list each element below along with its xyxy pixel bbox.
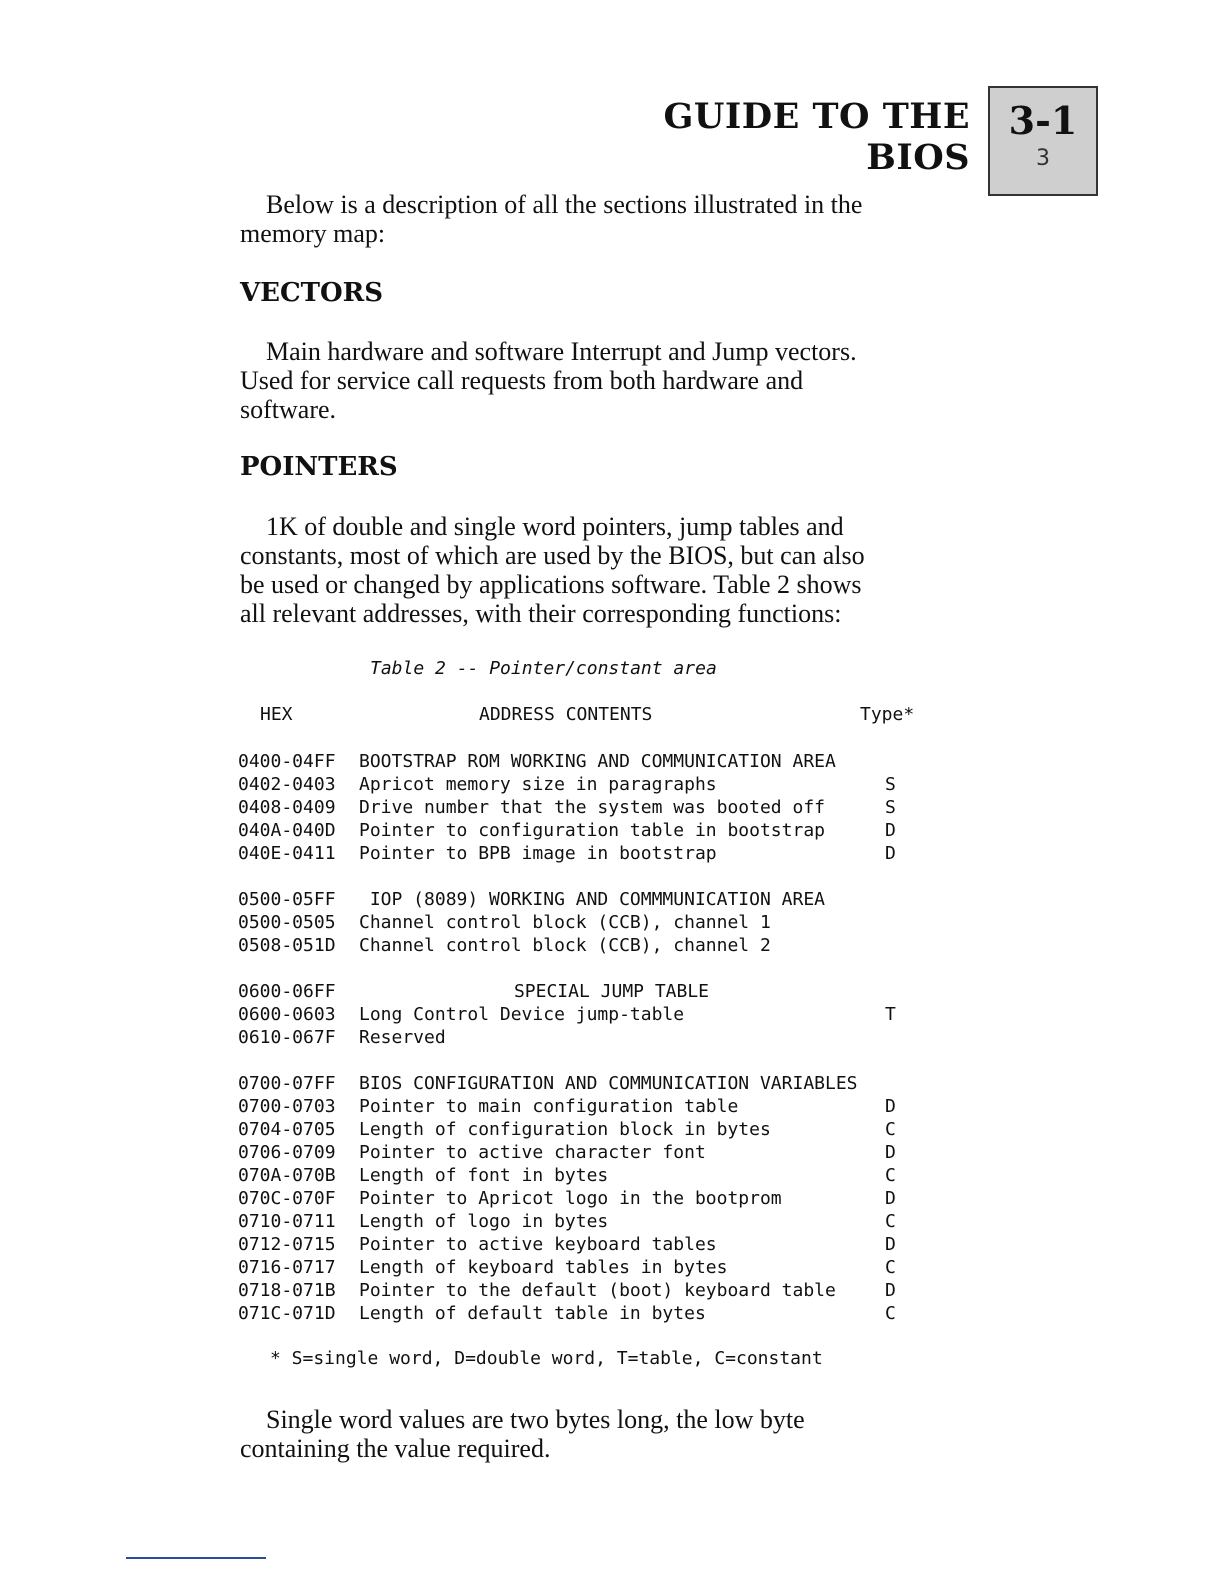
group-header-row — [238, 1072, 938, 1095]
group-title: SPECIAL JUMP TABLE — [513, 981, 710, 1002]
address-contents: Length of font in bytes — [359, 1165, 609, 1186]
table-row — [238, 1256, 938, 1279]
column-header-type: Type* — [860, 704, 915, 725]
closing-line: containing the value required. — [240, 1434, 551, 1463]
address-contents: Reserved — [359, 1027, 446, 1048]
table-row — [238, 819, 938, 842]
type-code: D — [885, 1188, 896, 1209]
address-contents: Pointer to Apricot logo in the bootprom — [359, 1188, 782, 1209]
column-header-hex: HEX — [260, 704, 293, 725]
hex-range: 040E-0411 — [238, 843, 336, 864]
type-code: C — [885, 1119, 896, 1140]
address-contents: Pointer to BPB image in bootstrap — [359, 843, 717, 864]
vectors-heading: VECTORS — [240, 278, 384, 308]
type-code: D — [885, 1234, 896, 1255]
hex-range: 0700-0703 — [238, 1096, 336, 1117]
table-row — [238, 773, 938, 796]
pointers-heading: POINTERS — [240, 452, 398, 482]
table-row — [238, 1210, 938, 1233]
table-row — [238, 934, 938, 957]
hex-range: 0712-0715 — [238, 1234, 336, 1255]
table-caption: Table 2 -- Pointer/constant area — [370, 658, 717, 679]
address-contents: Length of logo in bytes — [359, 1211, 609, 1232]
vectors-paragraph — [240, 337, 980, 424]
section-tab-number: 3-1 — [1008, 98, 1078, 143]
section-tab-chapter: 3 — [1036, 146, 1050, 171]
address-contents: Pointer to the default (boot) keyboard table — [359, 1280, 836, 1301]
group-header-row — [238, 750, 938, 773]
table-row — [238, 796, 938, 819]
pointers-paragraph — [240, 512, 980, 628]
address-contents: Pointer to configuration table in bootstrap — [359, 820, 825, 841]
hex-range: 0402-0403 — [238, 774, 336, 795]
group-header-row — [238, 980, 938, 1003]
address-contents: Long Control Device jump-table — [359, 1004, 685, 1025]
table-group — [238, 750, 938, 865]
hex-range: 0704-0705 — [238, 1119, 336, 1140]
hex-range: 0610-067F — [238, 1027, 336, 1048]
address-contents: Pointer to main configuration table — [359, 1096, 739, 1117]
closing-paragraph — [240, 1405, 980, 1463]
group-title: BOOTSTRAP ROM WORKING AND COMMUNICATION AREA — [359, 751, 836, 772]
table-row — [238, 1118, 938, 1141]
hex-range: 0710-0711 — [238, 1211, 336, 1232]
address-contents: Length of configuration block in bytes — [359, 1119, 771, 1140]
address-contents: Channel control block (CCB), channel 2 — [359, 935, 771, 956]
type-code: D — [885, 1096, 896, 1117]
section-tab — [988, 86, 1098, 196]
column-header-contents: ADDRESS CONTENTS — [479, 704, 653, 725]
pointers-line: 1K of double and single word pointers, jump tables and — [266, 512, 844, 541]
type-code: C — [885, 1165, 896, 1186]
pointers-line: all relevant addresses, with their corresponding functions: — [240, 599, 842, 628]
hex-range: 0400-04FF — [238, 751, 336, 772]
type-code: D — [885, 1142, 896, 1163]
closing-line: Single word values are two bytes long, the low byte — [266, 1405, 805, 1434]
hex-range: 071C-071D — [238, 1303, 336, 1324]
type-code: S — [885, 774, 896, 795]
table-group — [238, 888, 938, 957]
page-title: GUIDE TO THE BIOS — [663, 96, 970, 178]
hex-range: 0700-07FF — [238, 1073, 336, 1094]
address-contents: Drive number that the system was booted off — [359, 797, 825, 818]
vectors-line: software. — [240, 395, 337, 424]
type-code: D — [885, 1280, 896, 1301]
hex-range: 0600-0603 — [238, 1004, 336, 1025]
pointers-line: be used or changed by applications software. Table 2 shows — [240, 570, 862, 599]
table-row — [238, 1187, 938, 1210]
hex-range: 0716-0717 — [238, 1257, 336, 1278]
table-row — [238, 1026, 938, 1049]
group-title: BIOS CONFIGURATION AND COMMUNICATION VARIABLES — [359, 1073, 858, 1094]
intro-line: memory map: — [240, 219, 386, 248]
table-row — [238, 842, 938, 865]
type-code: T — [885, 1004, 896, 1025]
table-row — [238, 1095, 938, 1118]
bottom-rule — [126, 1557, 266, 1559]
type-code: C — [885, 1303, 896, 1324]
type-code: C — [885, 1211, 896, 1232]
group-title: IOP (8089) WORKING AND COMMMUNICATION AREA — [359, 889, 825, 910]
type-code: D — [885, 843, 896, 864]
hex-range: 0500-0505 — [238, 912, 336, 933]
table-row — [238, 1141, 938, 1164]
table-row — [238, 911, 938, 934]
hex-range: 0500-05FF — [238, 889, 336, 910]
intro-paragraph — [240, 190, 980, 248]
table-row — [238, 1302, 938, 1325]
type-code: D — [885, 820, 896, 841]
address-contents: Length of default table in bytes — [359, 1303, 706, 1324]
address-contents: Length of keyboard tables in bytes — [359, 1257, 728, 1278]
table-footnote: * S=single word, D=double word, T=table, C=constant — [270, 1348, 823, 1369]
hex-range: 040A-040D — [238, 820, 336, 841]
hex-range: 0706-0709 — [238, 1142, 336, 1163]
address-contents: Channel control block (CCB), channel 1 — [359, 912, 771, 933]
group-header-row — [238, 888, 938, 911]
hex-range: 070C-070F — [238, 1188, 336, 1209]
hex-range: 0600-06FF — [238, 981, 336, 1002]
intro-line: Below is a description of all the sections illustrated in the — [266, 190, 863, 219]
pointers-line: constants, most of which are used by the BIOS, but can also — [240, 541, 865, 570]
table-row — [238, 1233, 938, 1256]
hex-range: 0408-0409 — [238, 797, 336, 818]
address-contents: Pointer to active character font — [359, 1142, 706, 1163]
hex-range: 0508-051D — [238, 935, 336, 956]
table-group — [238, 1072, 938, 1325]
vectors-line: Main hardware and software Interrupt and Jump vectors. — [266, 337, 857, 366]
hex-range: 0718-071B — [238, 1280, 336, 1301]
table-group — [238, 980, 938, 1049]
type-code: C — [885, 1257, 896, 1278]
address-contents: Apricot memory size in paragraphs — [359, 774, 717, 795]
hex-range: 070A-070B — [238, 1165, 336, 1186]
table-row — [238, 1279, 938, 1302]
vectors-line: Used for service call requests from both hardware and — [240, 366, 804, 395]
table-row — [238, 1003, 938, 1026]
address-contents: Pointer to active keyboard tables — [359, 1234, 717, 1255]
table-row — [238, 1164, 938, 1187]
pointer-table — [238, 750, 938, 1348]
type-code: S — [885, 797, 896, 818]
